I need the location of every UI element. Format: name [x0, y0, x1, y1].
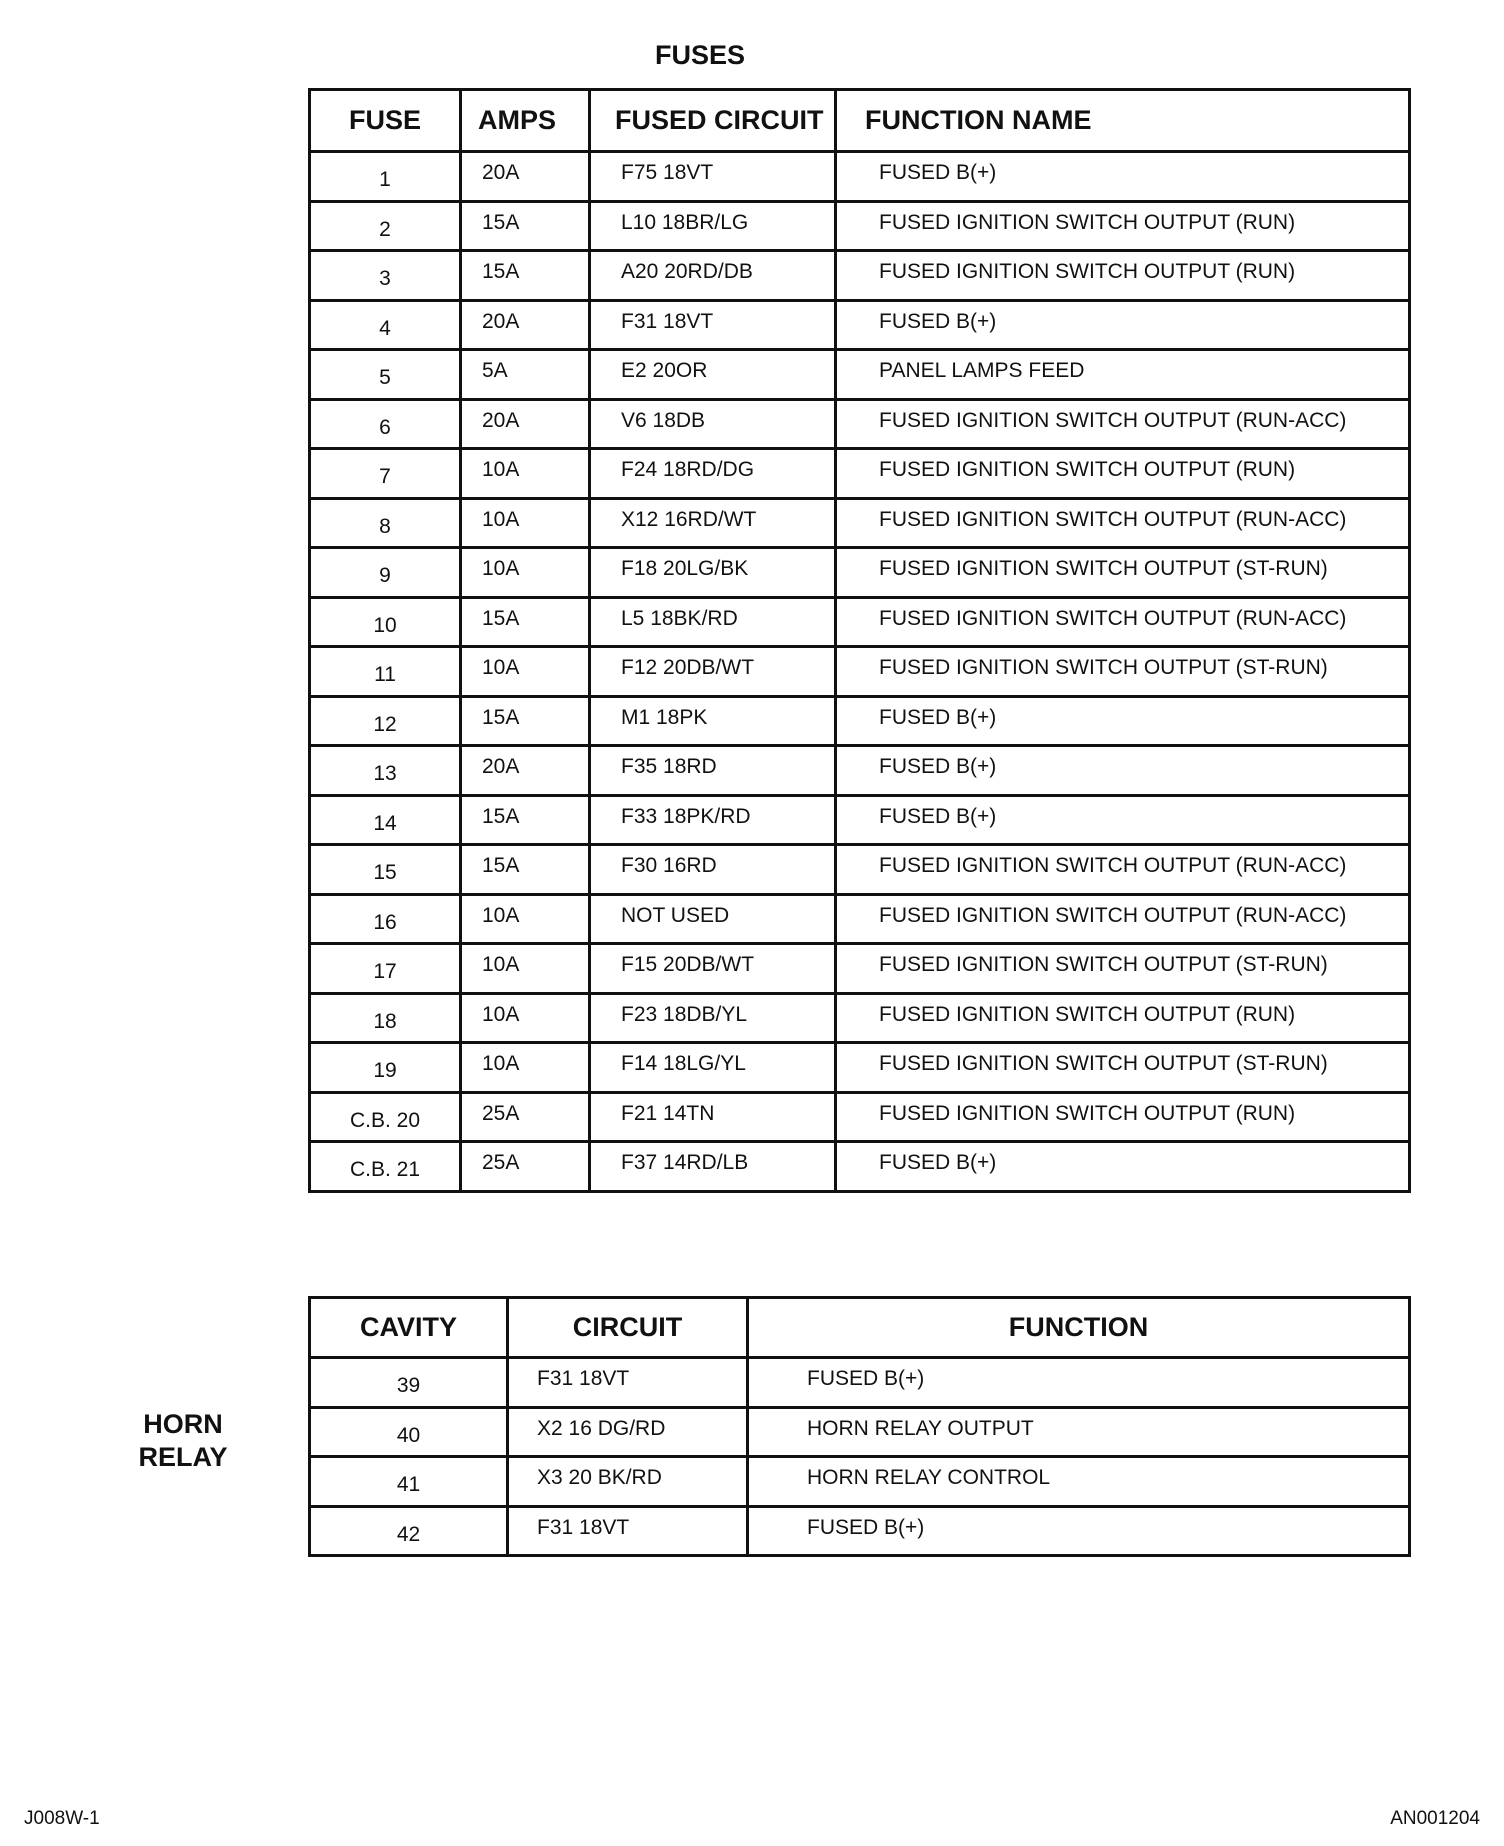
cavity-cell: 40: [310, 1407, 508, 1457]
circuit-cell: F31 18VT: [508, 1506, 748, 1556]
table-row: [310, 1358, 1410, 1408]
table-row: [310, 350, 1410, 400]
relay-table-header-row: [310, 1298, 1410, 1358]
fuse-cell: 7: [310, 449, 461, 499]
table-row: [310, 1043, 1410, 1093]
fuse-cell: 14: [310, 795, 461, 845]
table-row: [310, 597, 1410, 647]
amps-cell: 10A: [461, 944, 590, 994]
amps-cell: 10A: [461, 647, 590, 697]
fuse-cell: 3: [310, 251, 461, 301]
table-row: [310, 1142, 1410, 1192]
fuse-table-header-row: [310, 90, 1410, 152]
function-cell: FUSED B(+): [836, 152, 1410, 202]
amps-cell: 25A: [461, 1092, 590, 1142]
amps-cell: 20A: [461, 152, 590, 202]
amps-cell: 25A: [461, 1142, 590, 1192]
circuit-cell: M1 18PK: [590, 696, 836, 746]
footer-left-code: J008W-1: [24, 1808, 100, 1829]
table-row: [310, 696, 1410, 746]
table-row: [310, 300, 1410, 350]
amps-cell: 15A: [461, 597, 590, 647]
horn-relay-label-line1: HORN: [143, 1409, 223, 1439]
header-function: FUNCTION: [748, 1298, 1410, 1358]
amps-cell: 10A: [461, 548, 590, 598]
amps-cell: 15A: [461, 795, 590, 845]
header-circuit: CIRCUIT: [508, 1298, 748, 1358]
fuse-table: [308, 88, 1411, 1193]
circuit-cell: F12 20DB/WT: [590, 647, 836, 697]
function-cell: FUSED B(+): [836, 746, 1410, 796]
table-row: [310, 647, 1410, 697]
circuit-cell: E2 20OR: [590, 350, 836, 400]
table-row: [310, 1457, 1410, 1507]
circuit-cell: F18 20LG/BK: [590, 548, 836, 598]
table-row: [310, 746, 1410, 796]
table-row: [310, 1092, 1410, 1142]
amps-cell: 15A: [461, 251, 590, 301]
circuit-cell: F24 18RD/DG: [590, 449, 836, 499]
header-amps: AMPS: [461, 90, 590, 152]
fuse-cell: 6: [310, 399, 461, 449]
cavity-cell: 41: [310, 1457, 508, 1507]
circuit-cell: F31 18VT: [590, 300, 836, 350]
function-cell: FUSED B(+): [836, 696, 1410, 746]
table-row: [310, 498, 1410, 548]
table-row: [310, 993, 1410, 1043]
header-function-name: FUNCTION NAME: [836, 90, 1410, 152]
function-cell: FUSED B(+): [836, 1142, 1410, 1192]
circuit-cell: F23 18DB/YL: [590, 993, 836, 1043]
cavity-cell: 42: [310, 1506, 508, 1556]
page-title: FUSES: [654, 40, 746, 70]
function-cell: FUSED B(+): [836, 300, 1410, 350]
fuse-cell: 12: [310, 696, 461, 746]
function-cell: HORN RELAY CONTROL: [748, 1457, 1410, 1507]
fuse-cell: 13: [310, 746, 461, 796]
amps-cell: 20A: [461, 746, 590, 796]
circuit-cell: L10 18BR/LG: [590, 201, 836, 251]
function-cell: FUSED B(+): [748, 1358, 1410, 1408]
header-fused-circuit: FUSED CIRCUIT: [590, 90, 836, 152]
fuse-cell: 8: [310, 498, 461, 548]
function-cell: FUSED IGNITION SWITCH OUTPUT (RUN): [836, 993, 1410, 1043]
table-row: [310, 201, 1410, 251]
circuit-cell: F31 18VT: [508, 1358, 748, 1408]
function-cell: FUSED IGNITION SWITCH OUTPUT (RUN-ACC): [836, 845, 1410, 895]
circuit-cell: F14 18LG/YL: [590, 1043, 836, 1093]
function-cell: PANEL LAMPS FEED: [836, 350, 1410, 400]
function-cell: FUSED IGNITION SWITCH OUTPUT (RUN-ACC): [836, 597, 1410, 647]
circuit-cell: A20 20RD/DB: [590, 251, 836, 301]
horn-relay-label: [118, 1408, 248, 1474]
circuit-cell: X3 20 BK/RD: [508, 1457, 748, 1507]
circuit-cell: V6 18DB: [590, 399, 836, 449]
fuse-cell: C.B. 20: [310, 1092, 461, 1142]
fuse-cell: C.B. 21: [310, 1142, 461, 1192]
circuit-cell: F33 18PK/RD: [590, 795, 836, 845]
table-row: [310, 399, 1410, 449]
function-cell: FUSED IGNITION SWITCH OUTPUT (ST-RUN): [836, 548, 1410, 598]
fuse-cell: 9: [310, 548, 461, 598]
header-fuse: FUSE: [310, 90, 461, 152]
circuit-cell: F75 18VT: [590, 152, 836, 202]
table-row: [310, 152, 1410, 202]
fuse-cell: 1: [310, 152, 461, 202]
table-row: [310, 251, 1410, 301]
horn-relay-label-line2: RELAY: [138, 1442, 228, 1472]
amps-cell: 15A: [461, 845, 590, 895]
circuit-cell: X12 16RD/WT: [590, 498, 836, 548]
table-row: [310, 845, 1410, 895]
function-cell: FUSED B(+): [836, 795, 1410, 845]
fuse-cell: 18: [310, 993, 461, 1043]
function-cell: FUSED B(+): [748, 1506, 1410, 1556]
table-row: [310, 1506, 1410, 1556]
function-cell: FUSED IGNITION SWITCH OUTPUT (RUN): [836, 201, 1410, 251]
amps-cell: 20A: [461, 300, 590, 350]
amps-cell: 10A: [461, 498, 590, 548]
horn-relay-table: [308, 1296, 1411, 1557]
circuit-cell: NOT USED: [590, 894, 836, 944]
circuit-cell: F37 14RD/LB: [590, 1142, 836, 1192]
circuit-cell: F30 16RD: [590, 845, 836, 895]
amps-cell: 15A: [461, 696, 590, 746]
amps-cell: 10A: [461, 1043, 590, 1093]
fuse-cell: 15: [310, 845, 461, 895]
header-cavity: CAVITY: [310, 1298, 508, 1358]
function-cell: FUSED IGNITION SWITCH OUTPUT (RUN): [836, 449, 1410, 499]
amps-cell: 10A: [461, 449, 590, 499]
amps-cell: 10A: [461, 993, 590, 1043]
circuit-cell: X2 16 DG/RD: [508, 1407, 748, 1457]
function-cell: FUSED IGNITION SWITCH OUTPUT (RUN-ACC): [836, 894, 1410, 944]
fuse-cell: 5: [310, 350, 461, 400]
table-row: [310, 1407, 1410, 1457]
function-cell: FUSED IGNITION SWITCH OUTPUT (RUN-ACC): [836, 399, 1410, 449]
table-row: [310, 894, 1410, 944]
footer-right-code: AN001204: [1390, 1808, 1480, 1829]
circuit-cell: F21 14TN: [590, 1092, 836, 1142]
fuse-cell: 10: [310, 597, 461, 647]
circuit-cell: L5 18BK/RD: [590, 597, 836, 647]
table-row: [310, 944, 1410, 994]
fuse-cell: 16: [310, 894, 461, 944]
function-cell: FUSED IGNITION SWITCH OUTPUT (ST-RUN): [836, 944, 1410, 994]
table-row: [310, 449, 1410, 499]
fuse-cell: 2: [310, 201, 461, 251]
circuit-cell: F15 20DB/WT: [590, 944, 836, 994]
fuse-cell: 11: [310, 647, 461, 697]
function-cell: FUSED IGNITION SWITCH OUTPUT (RUN): [836, 1092, 1410, 1142]
fuse-cell: 4: [310, 300, 461, 350]
circuit-cell: F35 18RD: [590, 746, 836, 796]
function-cell: HORN RELAY OUTPUT: [748, 1407, 1410, 1457]
cavity-cell: 39: [310, 1358, 508, 1408]
function-cell: FUSED IGNITION SWITCH OUTPUT (ST-RUN): [836, 647, 1410, 697]
amps-cell: 5A: [461, 350, 590, 400]
fuse-cell: 19: [310, 1043, 461, 1093]
table-row: [310, 548, 1410, 598]
function-cell: FUSED IGNITION SWITCH OUTPUT (RUN): [836, 251, 1410, 301]
table-row: [310, 795, 1410, 845]
fuse-cell: 17: [310, 944, 461, 994]
amps-cell: 20A: [461, 399, 590, 449]
amps-cell: 15A: [461, 201, 590, 251]
function-cell: FUSED IGNITION SWITCH OUTPUT (RUN-ACC): [836, 498, 1410, 548]
function-cell: FUSED IGNITION SWITCH OUTPUT (ST-RUN): [836, 1043, 1410, 1093]
amps-cell: 10A: [461, 894, 590, 944]
